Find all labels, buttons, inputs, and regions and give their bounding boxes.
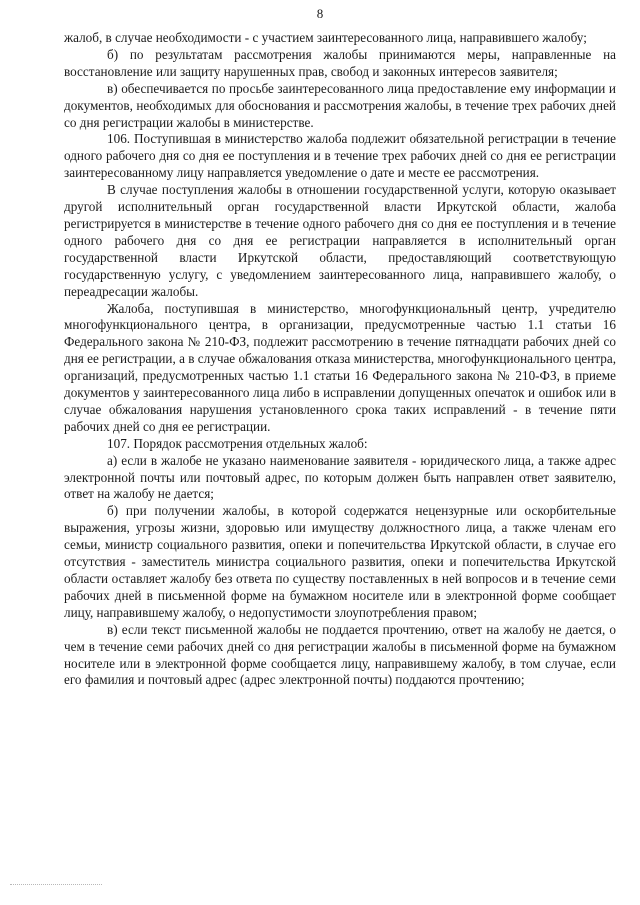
paragraph-107-item-a: а) если в жалобе не указано наименование заявителя - юридического лица, а также адрес электронной почты или почтовый адрес, по которым должен быть направлен ответ заявителю, ответ на жалобу не дается; [64, 452, 616, 502]
paragraph-107-item-v: в) если текст письменной жалобы не поддается прочтению, ответ на жалобу не дается, о чем в течение семи рабочих дней со дня регистрации жалобы в письменной форме на бумажном носителе или в электронной форме сообщается лицу, направившему жалобу, в том случае, если его фамилия и почтовый адрес (адрес электронной почты) поддаются прочтению; [64, 621, 616, 688]
paragraph-107-item-b: б) при получении жалобы, в которой содержатся нецензурные или оскорбительные выражения, угрозы жизни, здоровью или имуществу должностного лица, а также членам его семьи, министр социального развития, опеки и попечительства Иркутской области, в случае его отсутствия - заместитель министра социального развития, опеки и попечительства Иркутской области оставляет жалобу без ответа по существу поставленных в ней вопросов и в течение семи рабочих дней в письменной форме на бумажном носителе или в электронной форме сообщает лицу, направившему жалобу, о недопустимости злоупотребления правом; [64, 503, 616, 620]
paragraph-forwarding: В случае поступления жалобы в отношении государственной услуги, которую оказывает другой исполнительный орган государственной власти Иркутской области, жалоба регистрируется в министерстве в течение одного рабочего дня со дня ее поступления и в течение одного рабочего дня со дня ее регистрации направляется в исполнительный орган государственной власти Иркутской области, предоставляющий соответствующую государственную услугу, с уведомлением заинтересованного лица, направившего жалобу, о переадресации жалобы. [64, 182, 616, 299]
paragraph-item-b-measures: б) по результатам рассмотрения жалобы принимаются меры, направленные на восстановление или защиту нарушенных прав, свобод и законных интересов заявителя; [64, 46, 616, 79]
paragraph-complaint-participation: жалоб, в случае необходимости - с участием заинтересованного лица, направившего жалобу; [64, 30, 587, 45]
footer-divider [10, 884, 102, 885]
paragraph-107-heading: 107. Порядок рассмотрения отдельных жалоб: [107, 435, 368, 451]
paragraph-item-v-information: в) обеспечивается по просьбе заинтересованного лица предоставление ему информации и документов, необходимых для обоснования и рассмотрения жалобы, в течение трех рабочих дней со дня регистрации жалобы в министерстве. [64, 80, 616, 130]
page-number: 8 [316, 6, 324, 21]
paragraph-106-registration: 106. Поступившая в министерство жалоба подлежит обязательной регистрации в течение одного рабочего дня со дня ее поступления и в течение трех рабочих дней со дня ее регистрации заинтересованному лицу направляется уведомление о дате и месте ее рассмотрения. [64, 131, 616, 181]
paragraph-review-deadline: Жалоба, поступившая в министерство, многофункциональный центр, учредителю многофункционального центра, в организации, предусмотренные частью 1.1 статьи 16 Федерального закона № 210-ФЗ, подлежит рассмотрению в течение пятнадцати рабочих дней со дня ее регистрации, а в случае обжалования отказа министерства, многофункционального центра, организаций, предусмотренных частью 1.1 статьи 16 Федерального закона № 210-ФЗ, в приеме документов у заинтересованного лица либо в исправлении допущенных опечаток и ошибок или в случае обжалования нарушения установленного срока таких исправлений - в течение пяти рабочих дней со дня ее регистрации. [64, 300, 616, 434]
document-body [64, 30, 616, 689]
